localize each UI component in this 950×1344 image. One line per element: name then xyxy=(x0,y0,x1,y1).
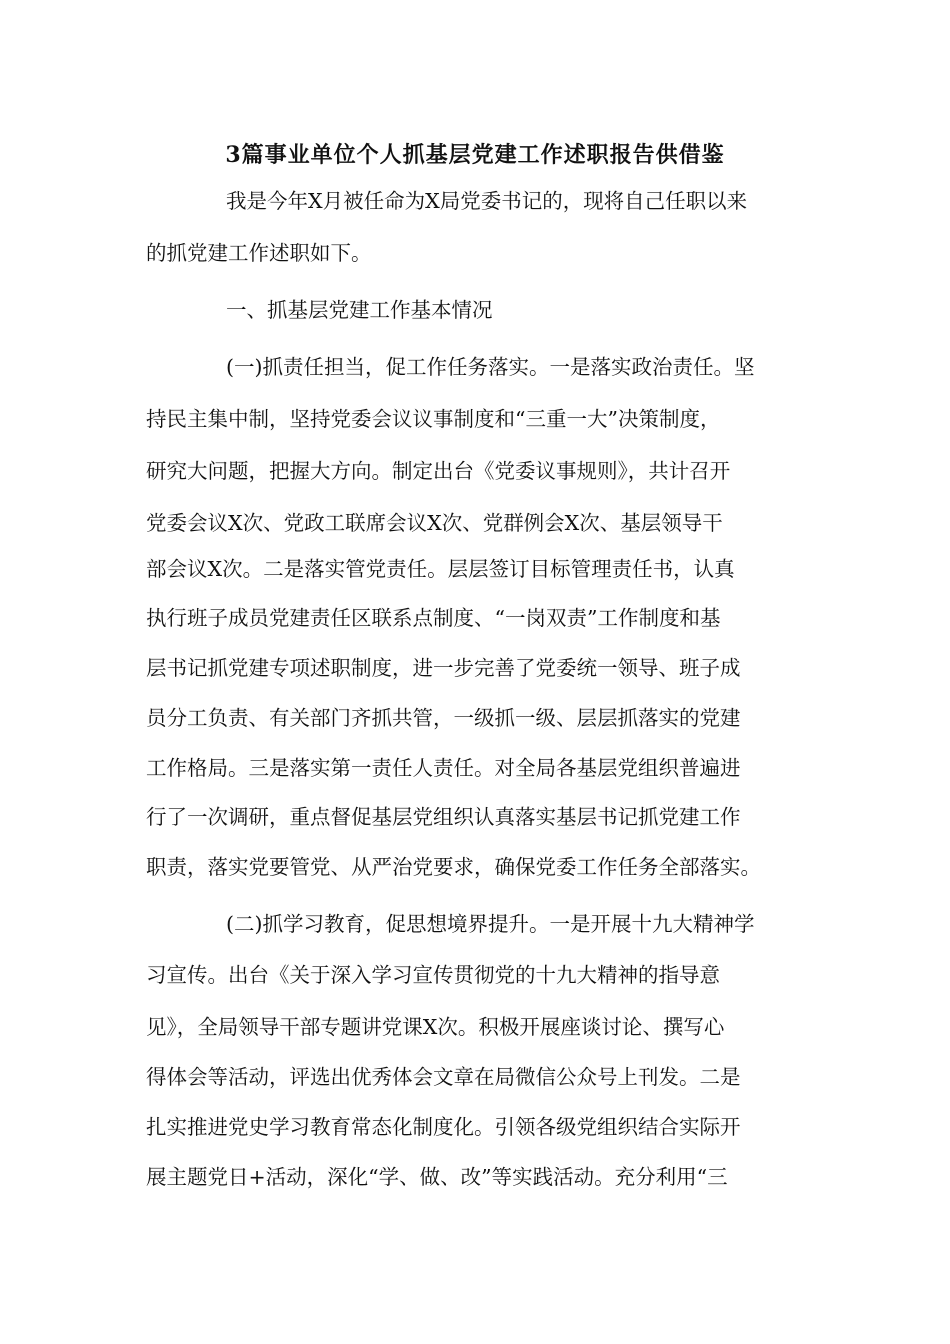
text-line: 的抓党建工作述职如下。 xyxy=(146,241,372,265)
text-line: (二)抓学习教育，促思想境界提升。一是开展十九大精神学 xyxy=(226,912,755,936)
text-line: 展主题党日+活动，深化“学、做、改”等实践活动。充分利用“三 xyxy=(146,1165,728,1189)
text-line: (一)抓责任担当，促工作任务落实。一是落实政治责任。坚 xyxy=(226,355,755,379)
text-line: 部会议X次。二是落实管党责任。层层签订目标管理责任书，认真 xyxy=(146,557,735,581)
text-line: 工作格局。三是落实第一责任人责任。对全局各基层党组织普遍进 xyxy=(146,756,741,780)
text-line: 员分工负责、有关部门齐抓共管，一级抓一级、层层抓落实的党建 xyxy=(146,706,741,730)
text-line: 行了一次调研，重点督促基层党组织认真落实基层书记抓党建工作 xyxy=(146,805,741,829)
text-line: 研究大问题，把握大方向。制定出台《党委议事规则》，共计召开 xyxy=(146,459,731,483)
text-line: 职责，落实党要管党、从严治党要求，确保党委工作任务全部落实。 xyxy=(146,855,761,879)
document-title: 3篇事业单位个人抓基层党建工作述职报告供借鉴 xyxy=(225,142,725,168)
text-line: 层书记抓党建专项述职制度，进一步完善了党委统一领导、班子成 xyxy=(146,656,741,680)
text-line: 得体会等活动，评选出优秀体会文章在局微信公众号上刊发。二是 xyxy=(146,1065,741,1089)
text-line: 我是今年X月被任命为X局党委书记的，现将自己任职以来 xyxy=(226,189,748,213)
text-line: 习宣传。出台《关于深入学习宣传贯彻党的十九大精神的指导意 xyxy=(146,963,720,987)
text-line: 扎实推进党史学习教育常态化制度化。引领各级党组织结合实际开 xyxy=(146,1115,741,1139)
section-heading: 一、抓基层党建工作基本情况 xyxy=(226,298,493,322)
text-line: 执行班子成员党建责任区联系点制度、“一岗双责”工作制度和基 xyxy=(146,606,721,630)
text-line: 党委会议X次、党政工联席会议X次、党群例会X次、基层领导干 xyxy=(146,511,723,535)
text-line: 见》，全局领导干部专题讲党课X次。积极开展座谈讨论、撰写心 xyxy=(146,1015,725,1039)
text-line: 持民主集中制，坚持党委会议议事制度和“三重一大”决策制度， xyxy=(146,407,721,431)
